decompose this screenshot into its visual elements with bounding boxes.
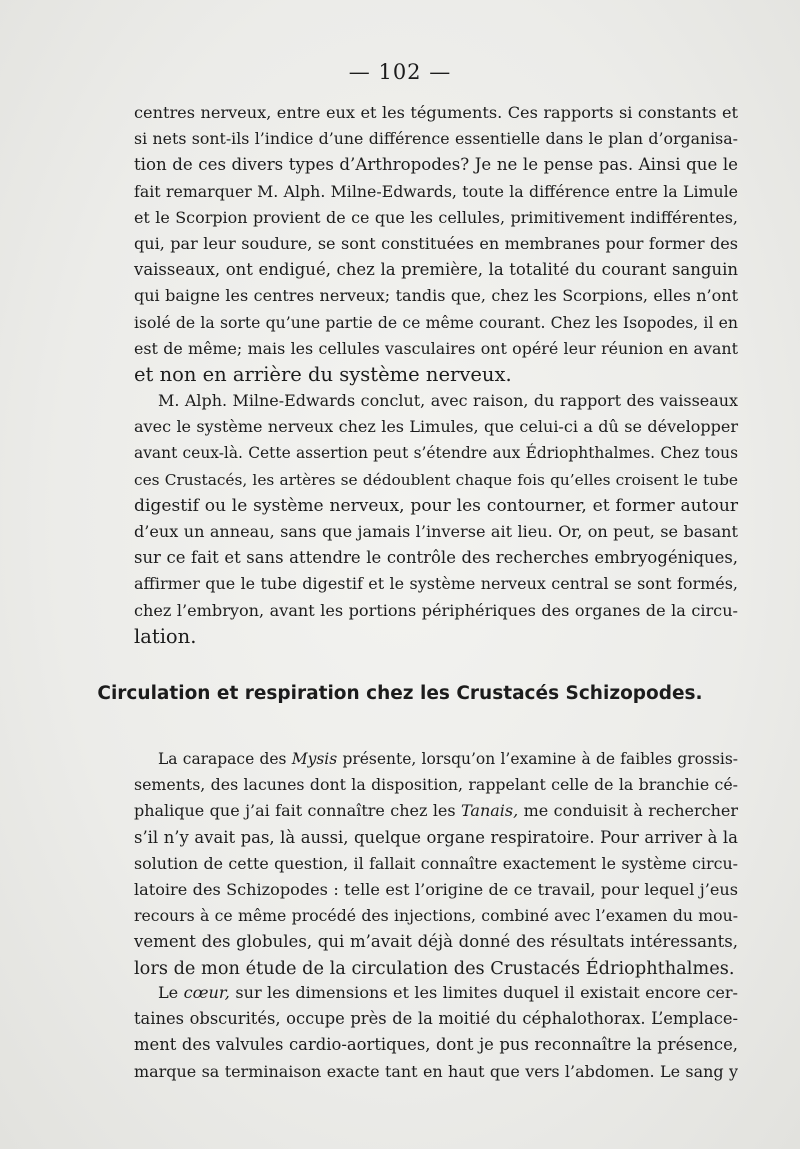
text-line: isolé de la sorte qu’une partie de ce même courant. Chez les Isopodes, il en bbox=[134, 312, 738, 332]
text-line: est de même; mais les cellules vasculaires ont opéré leur réunion en avant bbox=[134, 338, 738, 358]
text-line: chez l’embryon, avant les portions périphériques des organes de la circu- bbox=[134, 600, 738, 620]
text-line: recours à ce même procédé des injections, combiné avec l’examen du mou- bbox=[134, 906, 738, 926]
text-line: fait remarquer M. Alph. Milne-Edwards, toute la différence entre la Limule bbox=[134, 181, 738, 201]
text-line: s’il n’y avait pas, là aussi, quelque organe respiratoire. Pour arriver à la bbox=[134, 827, 738, 847]
paragraph-2 bbox=[134, 388, 738, 650]
text-line: marque sa terminaison exacte tant en haut que vers l’abdomen. Le sang y bbox=[134, 1061, 738, 1081]
text-line: lation. bbox=[134, 624, 197, 648]
text-line: sur ce fait et sans attendre le contrôle des recherches embryogéniques, bbox=[134, 548, 738, 568]
text-line bbox=[134, 980, 738, 1006]
text-segment: sur les dimensions et les limites duquel il existait encore cer- bbox=[229, 983, 738, 1002]
text-line: d’eux un anneau, sans que jamais l’inverse ait lieu. Or, on peut, se basant bbox=[134, 521, 738, 541]
text-line: affirmer que le tube digestif et le système nerveux central se sont formés, bbox=[134, 574, 738, 594]
text-line bbox=[134, 746, 738, 772]
text-line: ment des valvules cardio-aortiques, dont je pus reconnaître la présence, bbox=[134, 1035, 738, 1055]
paragraph-3 bbox=[134, 746, 738, 982]
text-line: et non en arrière du système nerveux. bbox=[134, 362, 512, 386]
text-line: sements, des lacunes dont la disposition, rappelant celle de la branchie cé- bbox=[134, 775, 738, 795]
text-line: vaisseaux, ont endigué, chez la première, la totalité du courant sanguin bbox=[134, 260, 738, 280]
text-segment: Le bbox=[158, 983, 184, 1002]
text-line: avant ceux-là. Cette assertion peut s’étendre aux Édriophthalmes. Chez tous bbox=[134, 444, 738, 463]
text-segment: La carapace des bbox=[158, 750, 292, 768]
italic-term: Tanais, bbox=[461, 801, 519, 821]
text-line: lors de mon étude de la circulation des Crustacés Édriophthalmes. bbox=[134, 958, 735, 979]
text-line: avec le système nerveux chez les Limules, que celui-ci a dû se développer bbox=[134, 417, 738, 437]
section-heading: Circulation et respiration chez les Crustacés Schizopodes. bbox=[97, 683, 703, 704]
italic-term: cœur, bbox=[183, 983, 230, 1002]
text-line: si nets sont-ils l’indice d’une différence essentielle dans le plan d’organisa- bbox=[134, 129, 738, 149]
text-line: centres nerveux, entre eux et les téguments. Ces rapports si constants et bbox=[134, 103, 738, 122]
paragraph-1 bbox=[134, 100, 738, 388]
italic-term: Mysis bbox=[291, 750, 338, 768]
text-line: digestif ou le système nerveux, pour les contourner, et former autour bbox=[134, 495, 738, 516]
text-line: taines obscurités, occupe près de la moitié du céphalothorax. L’emplace- bbox=[134, 1009, 738, 1029]
text-line: et le Scorpion provient de ce que les cellules, primitivement indifférentes, bbox=[134, 207, 738, 227]
text-segment: phalique que j’ai fait connaître chez les bbox=[134, 801, 462, 821]
paragraph-4 bbox=[134, 980, 738, 1085]
text-segment: présente, lorsqu’on l’examine à de faibles grossis- bbox=[337, 750, 739, 768]
text-line: M. Alph. Milne-Edwards conclut, avec raison, du rapport des vaisseaux bbox=[158, 391, 738, 410]
text-line: qui, par leur soudure, se sont constituées en membranes pour former des bbox=[134, 233, 738, 253]
text-line: solution de cette question, il fallait connaître exactement le système circu- bbox=[134, 853, 738, 873]
text-line: tion de ces divers types d’Arthropodes? Je ne le pense pas. Ainsi que le bbox=[134, 155, 738, 175]
text-line: qui baigne les centres nerveux; tandis que, chez les Scorpions, elles n’ont bbox=[134, 286, 738, 306]
text-segment: me conduisit à rechercher bbox=[518, 801, 739, 821]
text-line bbox=[134, 798, 738, 824]
text-line: vement des globules, qui m’avait déjà donné des résultats intéressants, bbox=[134, 932, 738, 952]
text-line: latoire des Schizopodes : telle est l’origine de ce travail, pour lequel j’eus bbox=[134, 879, 738, 899]
text-line: ces Crustacés, les artères se dédoublent chaque fois qu’elles croisent le tube bbox=[134, 470, 738, 489]
page-number: — 102 — bbox=[348, 60, 452, 84]
